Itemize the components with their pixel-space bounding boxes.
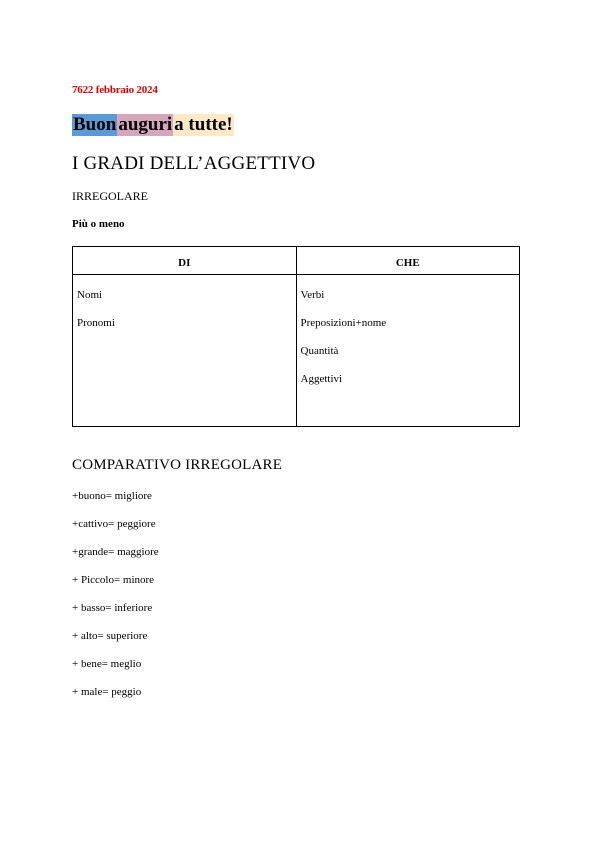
subtitle: IRREGOLARE [72, 189, 148, 203]
list-item: Pronomi [77, 317, 115, 329]
list-item: Nomi [77, 289, 103, 301]
comparative-list [72, 489, 159, 713]
table-cell-che [296, 275, 520, 427]
list-item: + male= peggio [72, 686, 142, 698]
greeting-word-a-tutte: a tutte! [174, 114, 233, 135]
page-title: I GRADI DELL’AGGETTIVO [72, 153, 316, 174]
list-item: Verbi [300, 289, 325, 301]
list-item: +buono= migliore [72, 490, 152, 502]
table-cell-di [73, 275, 297, 427]
list-item: Preposizioni+nome [300, 317, 387, 329]
table-header-che: CHE [296, 247, 520, 275]
greeting-word-buon: Buon [73, 114, 117, 135]
greeting-word-auguri: auguri [118, 114, 173, 135]
list-item: + bene= meglio [72, 658, 142, 670]
list-item: Aggettivi [300, 373, 343, 385]
table-row [73, 275, 520, 427]
greeting-line [72, 114, 234, 136]
section-label: Più o meno [72, 218, 125, 230]
section-title: COMPARATIVO IRREGOLARE [72, 457, 283, 473]
date-line: 7622 febbraio 2024 [72, 84, 158, 96]
di-che-table [72, 246, 520, 427]
list-item: +grande= maggiore [72, 546, 159, 558]
list-item: +cattivo= peggiore [72, 518, 156, 530]
table-header-di: DI [73, 247, 297, 275]
list-item: Quantità [300, 345, 339, 357]
list-item: + basso= inferiore [72, 602, 153, 614]
list-item: + Piccolo= minore [72, 574, 155, 586]
list-item: + alto= superiore [72, 630, 148, 642]
table-header-row [73, 247, 520, 275]
